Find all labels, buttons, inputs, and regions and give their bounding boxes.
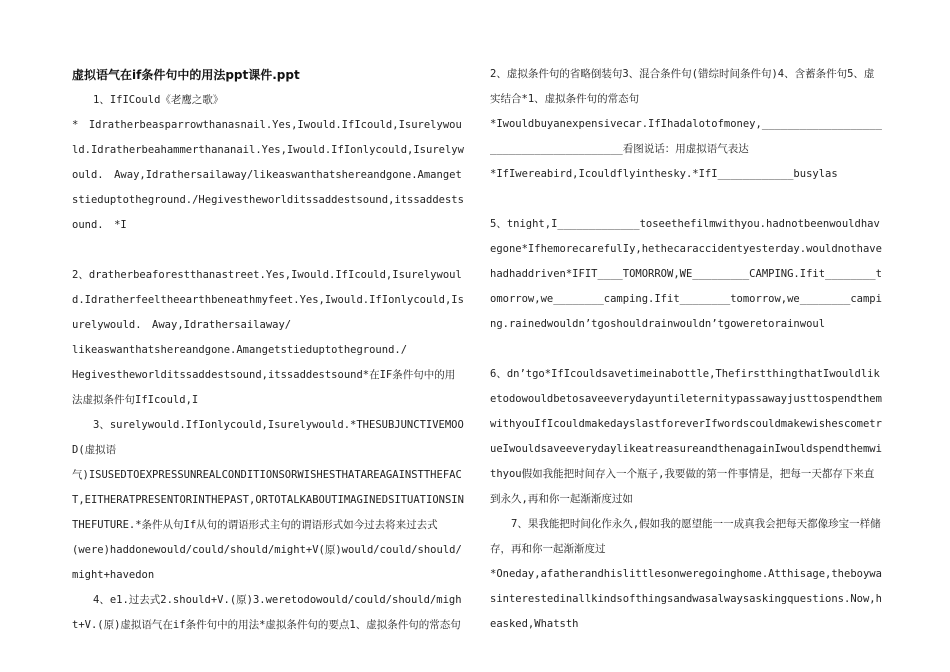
paragraph-2-continued: likeaswanthatshereandgone.Amangetstieduptotheground./	[72, 344, 408, 356]
paragraph-4-continued: 2、虚拟条件句的省略倒装句3、混合条件句(错综时间条件句)4、含蓄条件句5、虚实结合*1、虚拟条件句的常态句	[490, 68, 875, 105]
paragraph-2-lyrics: 2、dratherbeaforestthanastreet.Yes,Iwould.IfIcould,Isurelywould.Idratherfeeltheearthbeneathmyfeet.Yes,Iwould.IfIonlycould,Isurelywould. Away,Idrathersailaway/	[72, 269, 464, 331]
paragraph-3-definition: 气)ISUSEDTOEXPRESSUNREALCONDITIONSORWISHESTHATAREAGAINSTTHEFACT,EITHERATPRESENTORINTHEPAST,ORTOTALKABOUTIMAGINEDSITUATIONSINTHEFUTURE.*条件从句If从句的谓语形式主句的谓语形式如今过去将来过去式	[72, 469, 464, 531]
exercise-fill-blank: *Iwouldbuyanexpensivecar.IfIhadalotofmoney,________________________________________看图说话：用虚拟语气表达	[490, 118, 882, 155]
right-column	[490, 62, 882, 637]
document-title: 虚拟语气在if条件句中的用法ppt课件.ppt	[72, 68, 300, 82]
paragraph-3: 3、surelywould.IfIonlycould,Isurelywould.*THESUBJUNCTIVEMOOD(虚拟语	[72, 419, 464, 456]
paragraph-3-forms-end: might+havedon	[72, 569, 155, 581]
paragraph-5: 5、tnight,I_____________toseethefilmwithyou.hadnotbeenwouldhavegone*IfhemorecarefulIy,hethecaraccidentyesterday.wouldnothavehadhaddriven*IFIT____TOMORROW,WE_________CAMPING.Ifit________tomorrow,we________camping.Ifit________tomorrow,we________camping.rainedwouldn’tgoshouldrainwouldn’tgoweretorainwoul	[490, 218, 882, 330]
paragraph-spacer	[72, 238, 464, 263]
paragraph-1-lyrics: * Idratherbeasparrowthanasnail.Yes,Iwould.IfIcould,Isurelywould.Idratherbeahammerthananail.Yes,Iwould.IfIonlycould,Isurelywould. Away,Idrathersailaway/likeaswanthatshereandgone.Amangetstieduptotheground./Hegivestheworlditssaddestsound,itssaddestsound. *I	[72, 119, 464, 231]
paragraph-3-forms: (were)haddonewould/could/should/might+V(原)would/could/should/	[72, 544, 462, 556]
paragraph-2-end: Hegivestheworlditssaddestsound,itssaddestsound*在IF条件句中的用法虚拟条件句IfIcould,I	[72, 369, 456, 406]
story-paragraph: *Oneday,afatherandhislittlesonweregoinghome.Atthisage,theboywasinterestedinallkindsofthingsandwasalwaysaskingquestions.Now,heasked,Whatsth	[490, 568, 882, 630]
left-column	[72, 62, 464, 638]
paragraph-spacer	[490, 187, 882, 212]
paragraph-7: 7、果我能把时间化作永久,假如我的愿望能一一成真我会把每天都像珍宝一样储存，再和你一起渐渐度过	[490, 518, 881, 555]
exercise-bird: *IfIwereabird,Icouldflyinthesky.*IfI____________busylas	[490, 168, 838, 180]
paragraph-4: 4、e1.过去式2.should+V.(原)3.weretodowould/could/should/might+V.(原)虚拟语气在if条件句中的用法*虚拟条件句的要点1、虚拟条件句的常态句	[72, 594, 462, 631]
paragraph-1-heading: 1、IfICould《老鹰之歌》	[72, 94, 224, 106]
paragraph-6: 6、dn’tgo*IfIcouldsavetimeinabottle,ThefirstthingthatIwouldliketodowouldbetosaveeverydayuntileternitypassawayjusttospendthemwithyouIfIcouldmakedayslastforeverIfwordscouldmakewishescometrueIwouldsaveeverydaylikeatreasureandthenagainIwouldspendthemwithyou假如我能把时间存入一个瓶子,我要做的第一件事情是，把每一天都存下来直到永久,再和你一起渐渐度过如	[490, 368, 882, 505]
paragraph-spacer	[490, 337, 882, 362]
